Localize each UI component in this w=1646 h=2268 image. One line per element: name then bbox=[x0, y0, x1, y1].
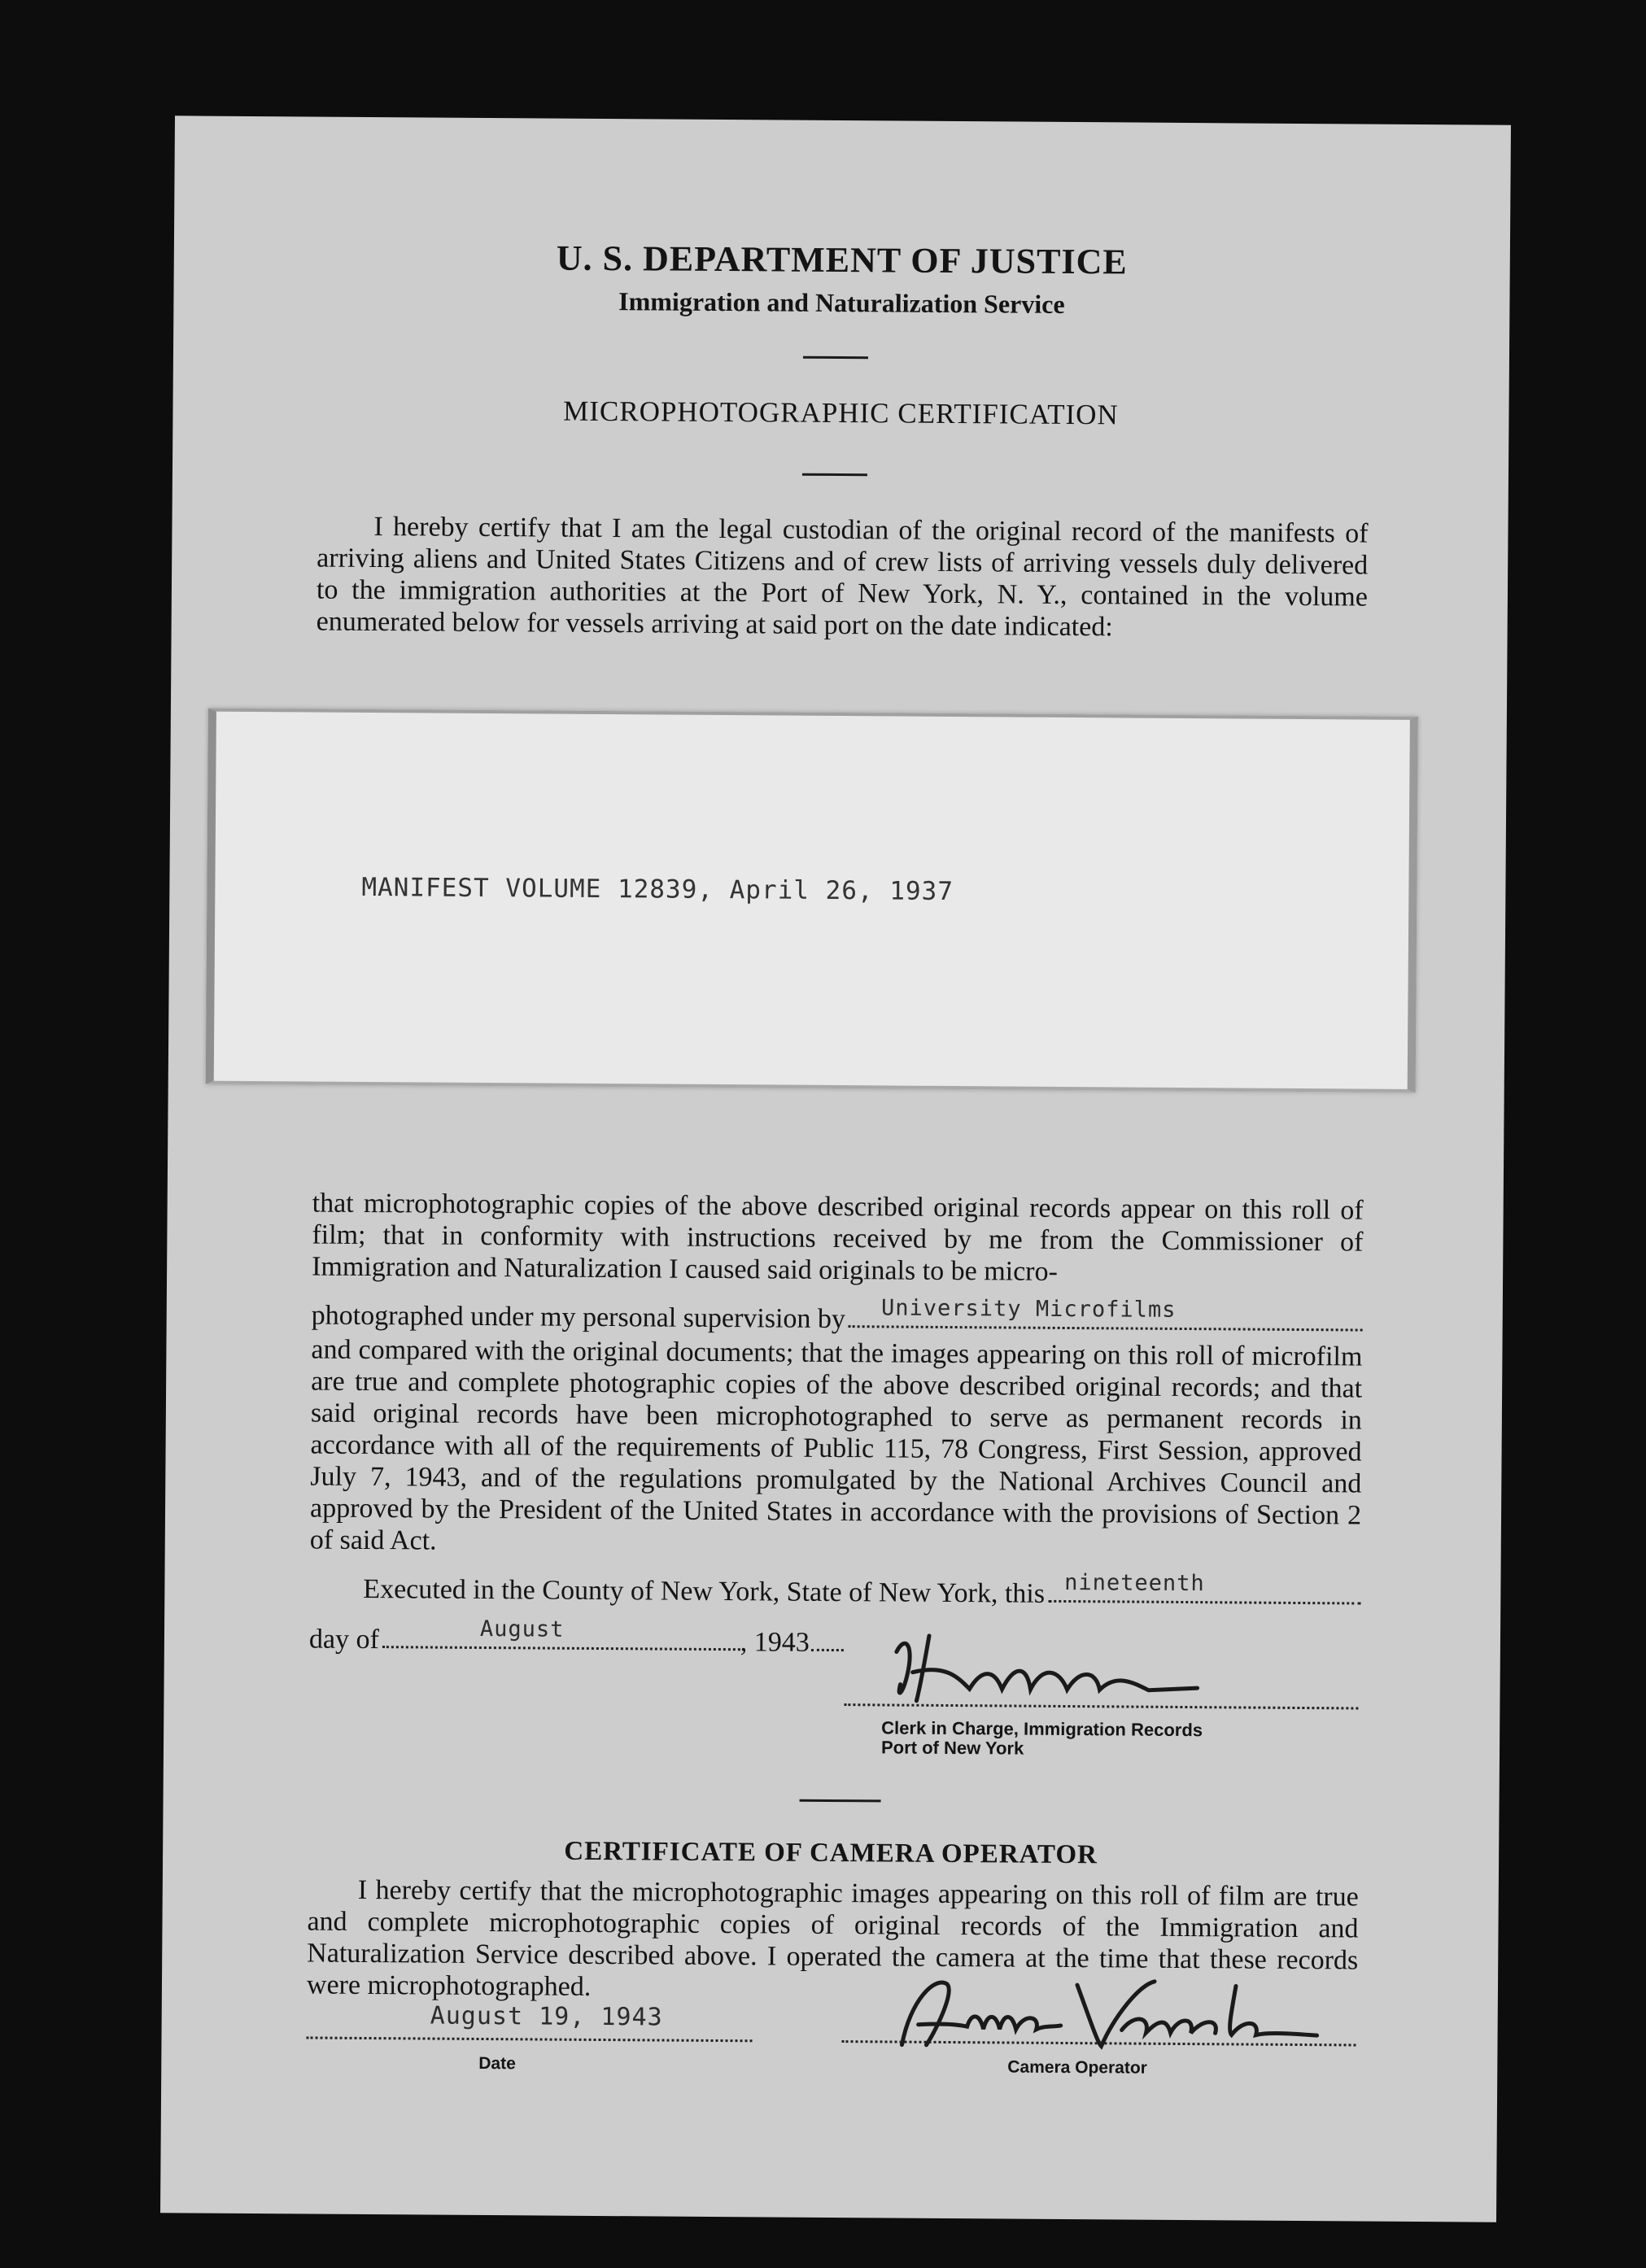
body-paragraph-start: that microphotographic copies of the above described original records appear on this roll of film; that in conformity with instructions received by me from the Commissioner of Immigration and Naturalization I caused said originals to be micro- bbox=[312, 1188, 1364, 1287]
divider bbox=[803, 356, 868, 360]
supervision-value: University Microfilms bbox=[880, 1295, 1177, 1323]
supervision-prefix: photographed under my personal supervision by bbox=[311, 1300, 846, 1335]
operator-date-value: August 19, 1943 bbox=[430, 2001, 663, 2032]
operator-signature bbox=[877, 1967, 1334, 2060]
clerk-title-line1: Clerk in Charge, Immigration Records bbox=[881, 1717, 1203, 1741]
date-line bbox=[307, 2036, 753, 2042]
certification-title: MICROPHOTOGRAPHIC CERTIFICATION bbox=[563, 395, 1119, 431]
month-fill-line bbox=[382, 1616, 740, 1651]
divider bbox=[802, 473, 867, 477]
operator-label: Camera Operator bbox=[1007, 2057, 1147, 2078]
execution-line bbox=[363, 1569, 1360, 1612]
divider bbox=[800, 1799, 881, 1803]
certificate-page bbox=[160, 116, 1511, 2222]
month-value: August bbox=[479, 1616, 565, 1642]
intro-paragraph: I hereby certify that I am the legal custodian of the original record of the manifests of arriving aliens and United States Citizens and of crew lists of arriving vessels duly delivered to the immigration authorities at the Port of New York, N. Y., contained in the volume enumerated below for vessels arriving at said port on the date indicated: bbox=[316, 512, 1369, 643]
supervision-line bbox=[311, 1295, 1363, 1339]
department-title: U. S. DEPARTMENT OF JUSTICE bbox=[556, 238, 1128, 282]
day-value: nineteenth bbox=[1064, 1569, 1205, 1597]
service-subtitle: Immigration and Naturalization Service bbox=[618, 286, 1065, 319]
clerk-title-line2: Port of New York bbox=[880, 1737, 1024, 1759]
clerk-signature bbox=[880, 1619, 1222, 1711]
body-paragraph-end: and compared with the original documents; that the images appearing on this roll of microfilm are true and complete photographic copies of the above described original records; and that said original records have been microphotographed to serve as permanent records in accordance with all of the requirements of Public 115, 78 Congress, First Session, approved July 7, 1943, and of the regulations promulgated by the National Archives Council and approved by the President of the United States in accordance with the provisions of Section 2 of said Act. bbox=[309, 1334, 1363, 1556]
month-line bbox=[308, 1616, 862, 1659]
year-fill-line bbox=[811, 1649, 844, 1651]
clerk-title bbox=[881, 1718, 1203, 1760]
date-label: Date bbox=[478, 2053, 516, 2074]
manifest-volume-text: MANIFEST VOLUME 12839, April 26, 1937 bbox=[361, 872, 954, 907]
volume-slip bbox=[206, 709, 1418, 1093]
operator-certificate-paragraph: I hereby certify that the microphotographic images appearing on this roll of film are true and complete microphotographic copies of original records of the Immigration and Naturalization Service described above. I operated the camera at the time that these records were microphotographed. bbox=[306, 1874, 1359, 2002]
year-text: , 1943 bbox=[740, 1627, 810, 1658]
supervision-fill-line bbox=[849, 1295, 1363, 1331]
day-fill-line bbox=[1048, 1569, 1360, 1605]
day-of-label: day of bbox=[308, 1624, 379, 1655]
operator-certificate-title: CERTIFICATE OF CAMERA OPERATOR bbox=[564, 1836, 1098, 1870]
execution-prefix: Executed in the County of New York, State of New York, this bbox=[363, 1573, 1046, 1609]
